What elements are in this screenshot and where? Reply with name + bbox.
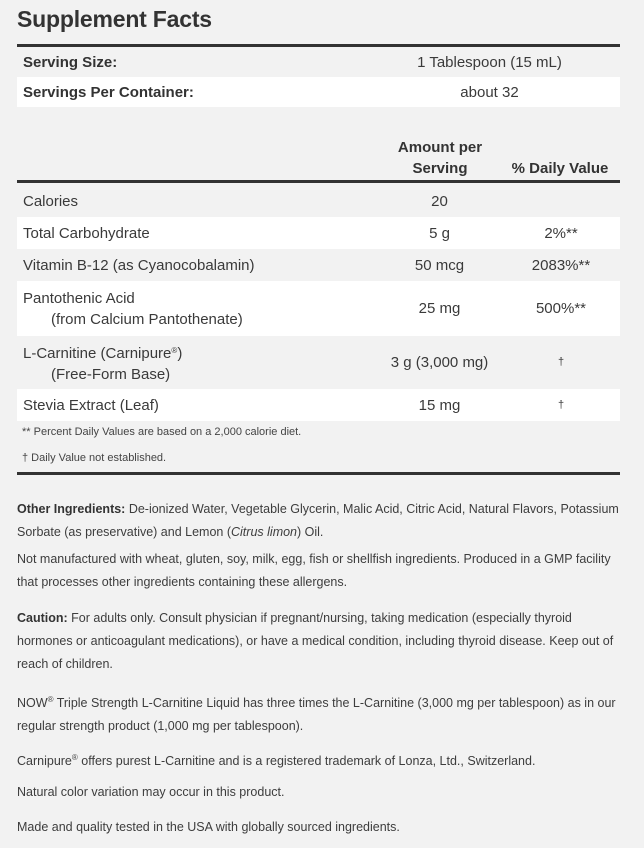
nutrient-name: Vitamin B-12 (as Cyanocobalamin) — [23, 256, 255, 274]
carnipure-statement: Carnipure® offers purest L-Carnitine and is a registered trademark of Lonza, Ltd., Switzerland. — [17, 753, 536, 768]
color-variation-note: Natural color variation may occur in this product. — [17, 785, 285, 799]
caution-label: Caution: — [17, 611, 68, 625]
table-row — [17, 389, 620, 421]
nutrient-name-sub: (from Calcium Pantothenate) — [51, 310, 243, 328]
nutrient-dv: † — [557, 399, 565, 411]
servings-per-container-row — [17, 77, 620, 107]
nutrient-amount: 20 — [431, 192, 448, 210]
table-row — [17, 185, 620, 217]
nutrient-dv: 500%** — [535, 300, 587, 317]
serving-size-row — [17, 47, 620, 77]
nutrient-amount: 25 mg — [418, 300, 461, 317]
footnote-daily-values: ** Percent Daily Values are based on a 2,000 calorie diet. — [22, 426, 302, 438]
nutrient-name: Total Carbohydrate — [23, 224, 150, 242]
header-divider — [17, 180, 620, 183]
registered-mark: ® — [71, 753, 78, 762]
registered-mark: ® — [171, 346, 178, 355]
servings-per-container-value: about 32 — [460, 83, 519, 101]
nutrient-name: Stevia Extract (Leaf) — [23, 396, 159, 414]
servings-per-container-label: Servings Per Container: — [23, 83, 194, 101]
nutrient-amount: 15 mg — [418, 396, 461, 414]
nutrient-amount: 50 mcg — [414, 256, 465, 274]
daily-value-header: % Daily Value — [511, 160, 609, 177]
other-ingredients: Other Ingredients: De-ionized Water, Vegetable Glycerin, Malic Acid, Citric Acid, Natural Flavors, Potassium Sorbate (as preservative) and Lemon (Citrus limon) Oil. — [17, 502, 619, 539]
registered-mark: ® — [47, 695, 54, 704]
table-row — [17, 249, 620, 281]
nutrient-name: Calories — [23, 192, 79, 210]
serving-size-value: 1 Tablespoon (15 mL) — [417, 53, 562, 71]
nutrient-name-sub: (Free-Form Base) — [51, 366, 171, 383]
nutrient-dv: 2%** — [544, 224, 578, 242]
table-row — [17, 281, 620, 336]
page-title: Supplement Facts — [17, 6, 212, 32]
made-in-usa-note: Made and quality tested in the USA with globally sourced ingredients. — [17, 820, 400, 834]
footnote-not-established: † Daily Value not established. — [22, 452, 167, 464]
allergen-statement: Not manufactured with wheat, gluten, soy, milk, egg, fish or shellfish ingredients. Produced in a GMP facility that processes other ingredients containing these allergens. — [17, 552, 611, 589]
amount-per-serving-header — [380, 137, 500, 179]
caution-statement: Caution: For adults only. Consult physician if pregnant/nursing, taking medication (especially thyroid hormones or anticoagulant medications), or have a medical condition, including thyroid disease. Keep out of reach of children. — [17, 611, 614, 671]
nutrient-name — [17, 340, 182, 385]
triple-strength-statement: NOW® Triple Strength L-Carnitine Liquid has three times the L-Carnitine (3,000 mg per tablespoon) as in our regular strength product (1,000 mg per tablespoon). — [17, 695, 616, 733]
nutrient-name-main: L-Carnitine (Carnipure®) — [23, 345, 183, 362]
table-row — [17, 336, 620, 389]
nutrient-name — [17, 288, 243, 330]
nutrient-dv: † — [557, 356, 565, 368]
nutrient-amount: 5 g — [429, 224, 450, 242]
serving-size-label: Serving Size: — [23, 53, 118, 71]
amount-header-line1: Amount per — [397, 139, 483, 156]
nutrient-dv: 2083%** — [531, 256, 591, 274]
nutrient-amount: 3 g (3,000 mg) — [390, 354, 489, 371]
other-ingredients-label: Other Ingredients: — [17, 502, 126, 516]
table-bottom-divider — [17, 472, 620, 475]
nutrient-name-main: Pantothenic Acid — [23, 289, 135, 307]
table-row — [17, 217, 620, 249]
amount-header-line2: Serving — [412, 160, 468, 177]
